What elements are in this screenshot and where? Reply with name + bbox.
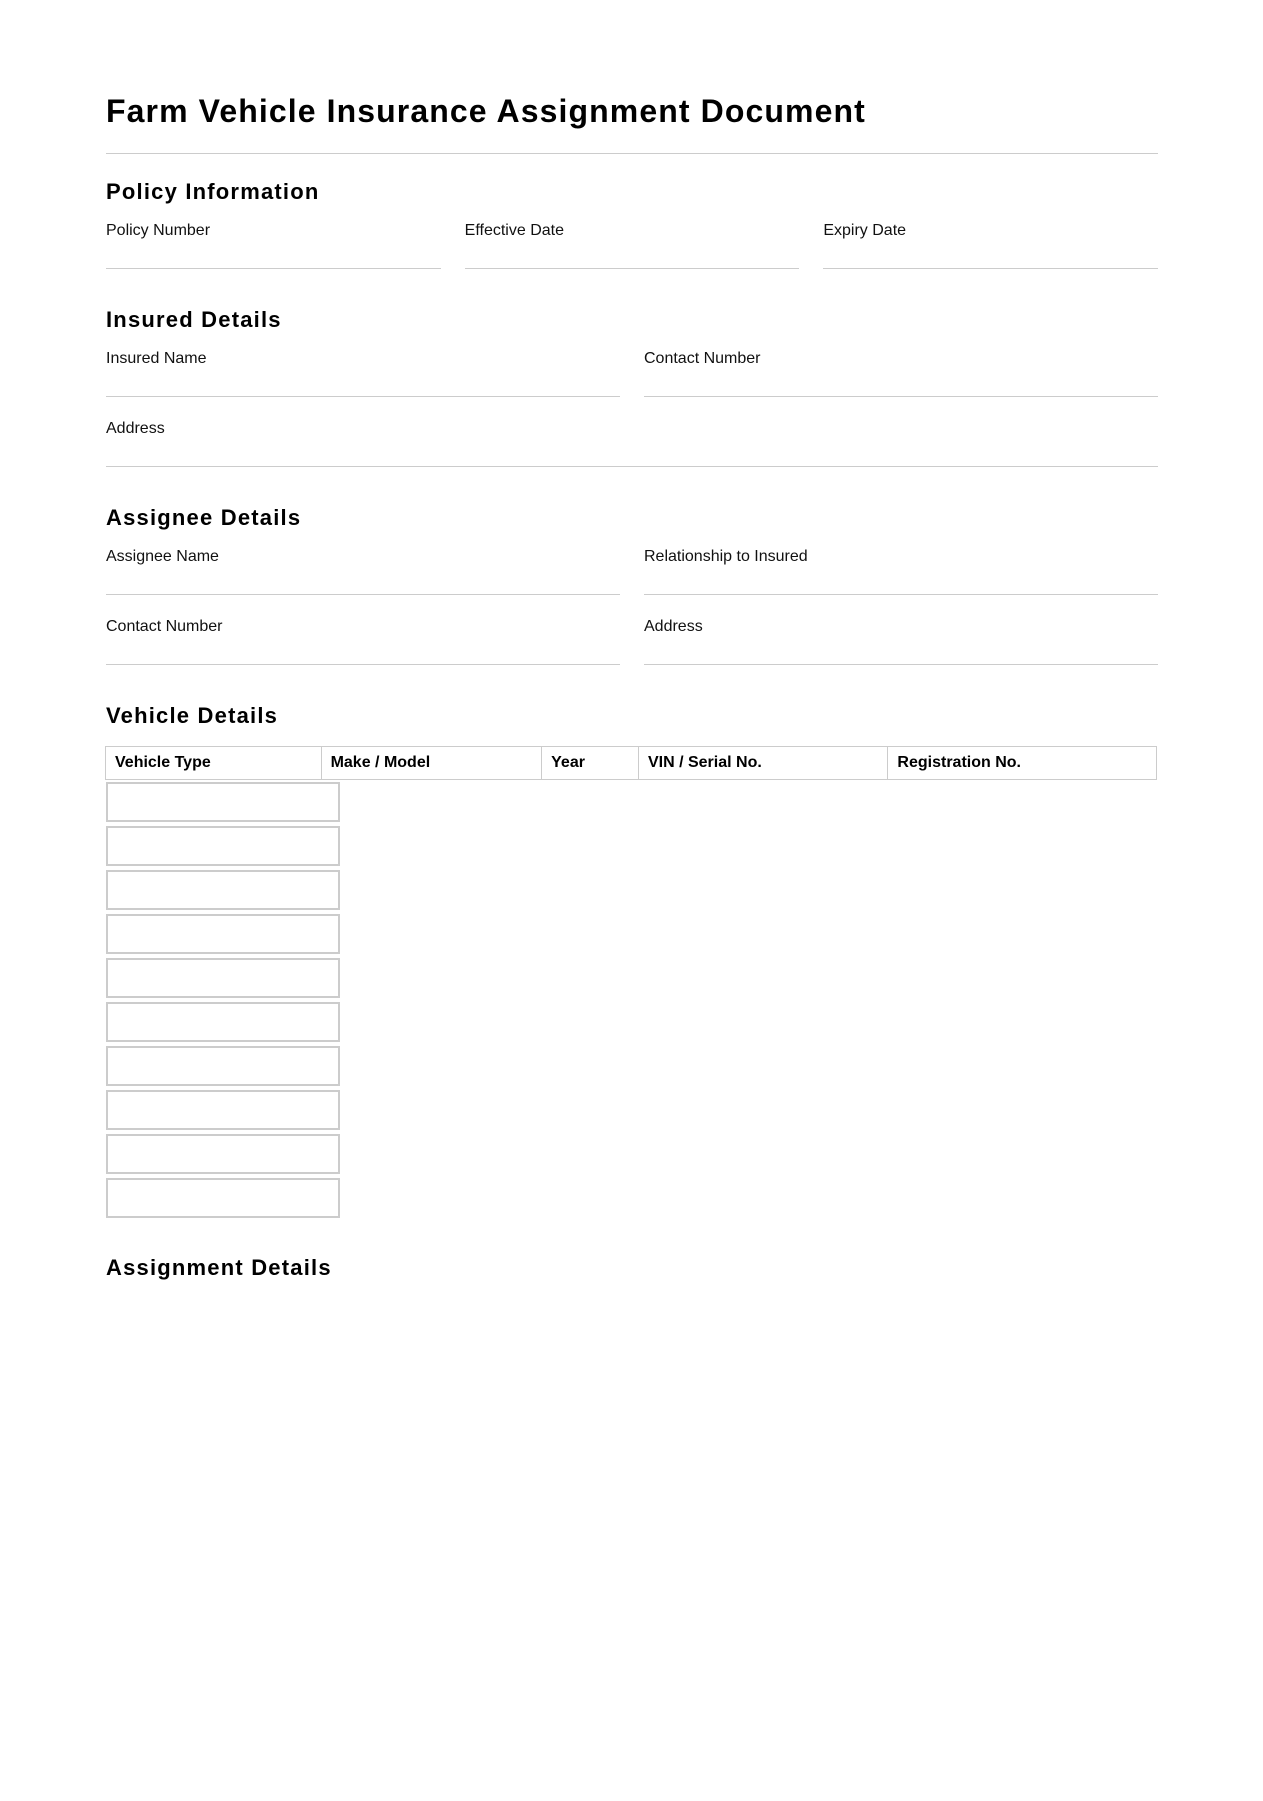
section-title-assignment-details: Assignment Details — [106, 1255, 332, 1280]
vehicle-table — [105, 746, 1157, 780]
column-header-year: Year — [542, 747, 639, 780]
vehicle-row-input[interactable] — [106, 958, 340, 998]
section-title-vehicle-details: Vehicle Details — [106, 703, 279, 728]
assignee-name-field — [106, 547, 620, 596]
expiry-date-field — [823, 221, 1158, 270]
relationship-to-insured-label: Relationship to Insured — [644, 548, 808, 565]
column-header-registration-no: Registration No. — [888, 747, 1157, 780]
document-title: Farm Vehicle Insurance Assignment Document — [106, 93, 866, 129]
assignee-contact-number-field — [106, 617, 620, 666]
column-header-vehicle-type: Vehicle Type — [106, 747, 322, 780]
title-divider — [106, 153, 1158, 154]
effective-date-field — [465, 221, 800, 270]
vehicle-rows — [106, 782, 340, 1222]
column-header-vin-serial: VIN / Serial No. — [638, 747, 887, 780]
insured-fields-row-1 — [106, 349, 1158, 398]
assignee-address-field — [644, 617, 1158, 666]
policy-fields-row — [106, 221, 1158, 270]
relationship-to-insured-input[interactable] — [644, 567, 1158, 595]
assignee-details-section — [106, 504, 1158, 532]
vehicle-row-input[interactable] — [106, 914, 340, 954]
assignee-contact-number-label: Contact Number — [106, 618, 223, 635]
vehicle-row-input[interactable] — [106, 1002, 340, 1042]
vehicle-row-input[interactable] — [106, 1178, 340, 1218]
section-title-insured-details: Insured Details — [106, 307, 282, 332]
vehicle-row-input[interactable] — [106, 1090, 340, 1130]
insured-contact-number-input[interactable] — [644, 369, 1158, 397]
insured-address-input[interactable] — [106, 439, 1158, 467]
assignee-address-input[interactable] — [644, 637, 1158, 665]
effective-date-label: Effective Date — [464, 222, 564, 239]
relationship-to-insured-field — [644, 547, 1158, 596]
insured-name-label: Insured Name — [106, 350, 207, 367]
vehicle-row-input[interactable] — [106, 870, 340, 910]
assignee-fields-row-2 — [106, 617, 1158, 666]
section-title-assignee-details: Assignee Details — [106, 505, 302, 530]
vehicle-row-input[interactable] — [106, 782, 340, 822]
assignee-contact-number-input[interactable] — [106, 637, 620, 665]
policy-number-input[interactable] — [106, 241, 441, 269]
policy-number-label: Policy Number — [106, 222, 211, 239]
effective-date-input[interactable] — [465, 241, 800, 269]
assignee-fields-row-1 — [106, 547, 1158, 596]
expiry-date-label: Expiry Date — [823, 222, 907, 239]
vehicle-table-header-row — [106, 747, 1157, 780]
insured-fields-row-2 — [106, 419, 1158, 468]
insured-address-label: Address — [106, 420, 165, 437]
expiry-date-input[interactable] — [823, 241, 1158, 269]
insured-contact-number-label: Contact Number — [644, 350, 761, 367]
vehicle-row-input[interactable] — [106, 1046, 340, 1086]
vehicle-row-input[interactable] — [106, 826, 340, 866]
insured-contact-number-field — [644, 349, 1158, 398]
insured-details-section — [106, 306, 1158, 334]
vehicle-details-section — [106, 702, 1158, 1222]
assignee-address-label: Address — [644, 618, 703, 635]
assignee-name-input[interactable] — [106, 567, 620, 595]
policy-information-section — [106, 178, 1158, 206]
policy-number-field — [106, 221, 441, 270]
section-title-policy-information: Policy Information — [106, 179, 320, 204]
column-header-make-model: Make / Model — [321, 747, 542, 780]
vehicle-row-input[interactable] — [106, 1134, 340, 1174]
insured-address-field — [106, 419, 1158, 468]
assignment-details-section — [106, 1254, 1158, 1282]
insured-name-input[interactable] — [106, 369, 620, 397]
insured-name-field — [106, 349, 620, 398]
assignee-name-label: Assignee Name — [106, 548, 219, 565]
